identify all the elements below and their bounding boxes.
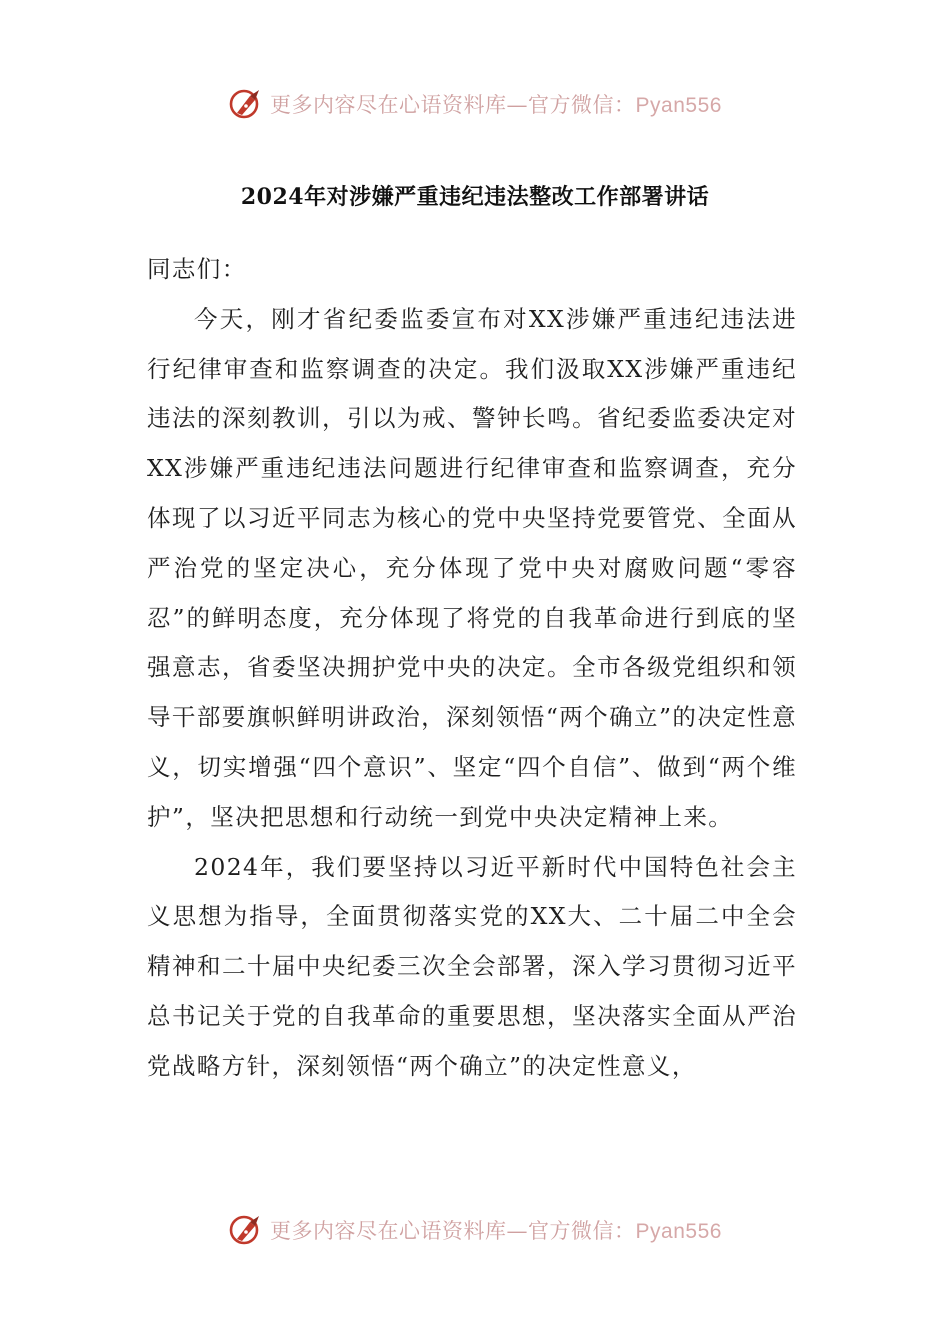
header-banner-label: 更多内容尽在心语资料库—官方微信： xyxy=(270,93,636,117)
header-banner-text xyxy=(270,89,722,119)
salutation: 同志们： xyxy=(147,255,247,283)
header-banner xyxy=(0,84,950,124)
footer-banner-handle: Pyan556 xyxy=(635,1220,722,1243)
footer-banner-label: 更多内容尽在心语资料库—官方微信： xyxy=(270,1219,636,1243)
document-title: 2024年对涉嫌严重违纪违法整改工作部署讲话 xyxy=(240,184,710,210)
document-body xyxy=(147,245,797,1092)
paragraph-1: 今天，刚才省纪委监委宣布对XX涉嫌严重违纪违法进行纪律审查和监察调查的决定。我们汲取XX涉嫌严重违纪违法的深刻教训，引以为戒、警钟长鸣。省纪委监委决定对XX涉嫌严重违纪违法问题进行纪律审查和监察调查，充分体现了以习近平同志为核心的党中央坚持党要管党、全面从严治党的坚定决心，充分体现了党中央对腐败问题“零容忍”的鲜明态度，充分体现了将党的自我革命进行到底的坚强意志，省委坚决拥护党中央的决定。全市各级党组织和领导干部要旗帜鲜明讲政治，深刻领悟“两个确立”的决定性意义，切实增强“四个意识”、坚定“四个自信”、做到“两个维护”，坚决把思想和行动统一到党中央决定精神上来。 xyxy=(147,304,797,831)
pen-nib-logo-icon xyxy=(228,86,264,122)
header-banner-handle: Pyan556 xyxy=(635,94,722,117)
footer-banner-text xyxy=(270,1215,722,1245)
paragraph-2: 2024年，我们要坚持以习近平新时代中国特色社会主义思想为指导，全面贯彻落实党的XX大、二十届二中全会精神和二十届中央纪委三次全会部署，深入学习贯彻习近平总书记关于党的自我革命的重要思想，坚决落实全面从严治党战略方针，深刻领悟“两个确立”的决定性意义， xyxy=(147,852,797,1080)
pen-nib-logo-icon xyxy=(228,1212,264,1248)
footer-banner xyxy=(0,1210,950,1250)
